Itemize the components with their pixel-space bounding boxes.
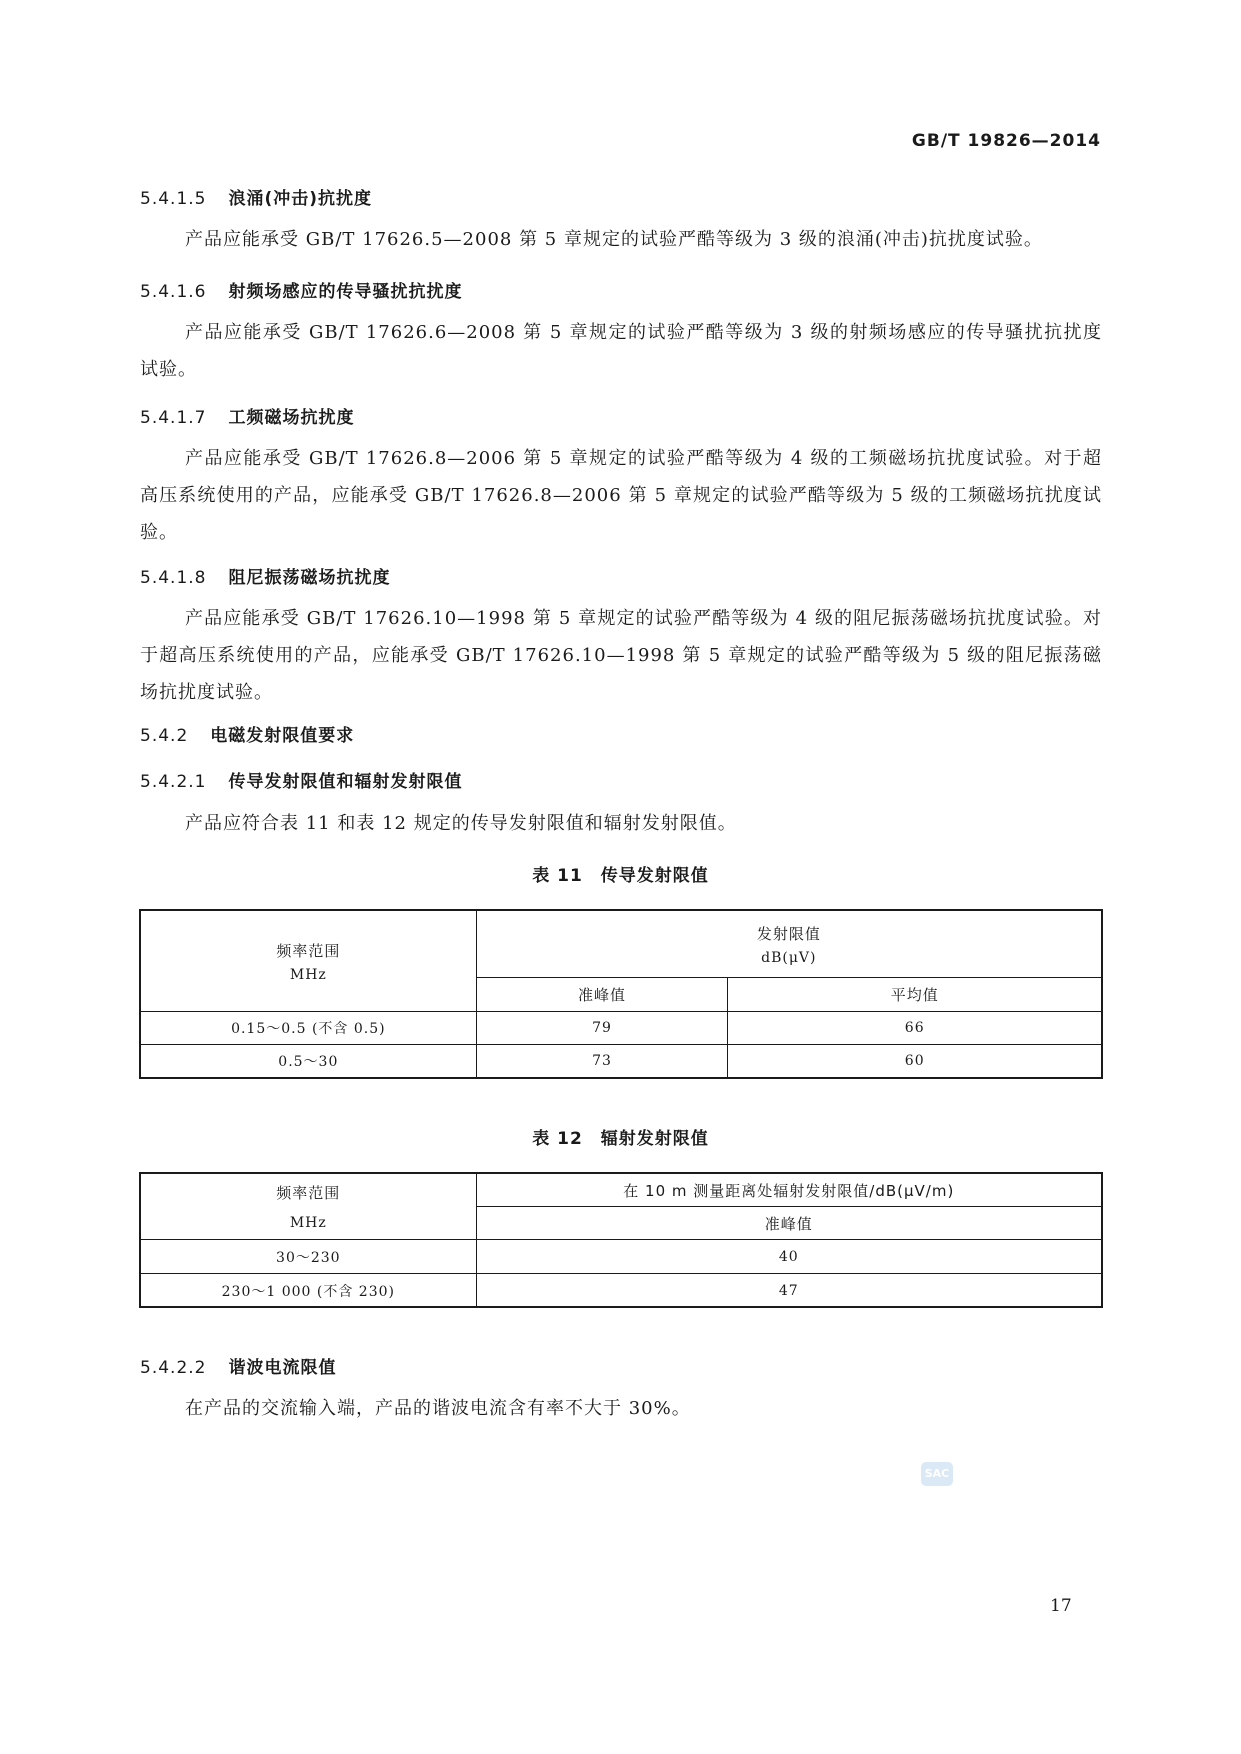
section-heading-5-4-1-7	[140, 403, 354, 428]
header-label: 频率范围	[276, 1184, 341, 1202]
standard-code: GB/T 19826—2014	[911, 131, 1101, 151]
table-row	[141, 1045, 1102, 1078]
header-label: 频率范围	[276, 941, 341, 960]
table-cell-quasi-peak: 73	[476, 1045, 728, 1078]
section-heading-5-4-1-5	[140, 184, 372, 209]
section-number: 5.4.1.6	[140, 282, 207, 302]
table-11	[140, 910, 1102, 1078]
page-number: 17	[1050, 1596, 1072, 1616]
table-12-caption: 表 12 辐射发射限值	[532, 1129, 709, 1149]
section-text-5-4-1-8: 产品应能承受 GB/T 17626.10—1998 第 5 章规定的试验严酷等级为 4 级的阻尼振荡磁场抗扰度试验。对于超高压系统使用的产品，应能承受 GB/T 17626.10—1998 第 5 章规定的试验严酷等级为 5 级的阻尼振荡磁场抗扰度试验。	[140, 608, 1102, 703]
section-number: 5.4.1.8	[140, 568, 207, 588]
table-12-limit-header: 在 10 m 测量距离处辐射发射限值/dB(μV/m)	[476, 1174, 1101, 1207]
table-row	[141, 1240, 1102, 1274]
section-heading-5-4-2-2	[140, 1353, 336, 1378]
table-cell-quasi-peak: 40	[476, 1240, 1101, 1274]
table-cell-range: 0.5～30	[141, 1045, 477, 1078]
table-cell-range: 0.15～0.5 (不含 0.5)	[141, 1012, 477, 1045]
sac-watermark	[921, 1462, 953, 1486]
section-number: 5.4.2	[140, 726, 189, 746]
table-11-col1-header	[141, 911, 477, 1012]
table-11-subheader-average: 平均值	[728, 978, 1102, 1012]
section-heading-5-4-2-1	[140, 767, 462, 792]
header-unit: dB(μV)	[761, 949, 817, 966]
section-title: 阻尼振荡磁场抗扰度	[228, 568, 391, 588]
table-cell-range: 30～230	[141, 1240, 477, 1274]
table-12-subheader-quasi-peak: 准峰值	[476, 1207, 1101, 1240]
header-unit: MHz	[289, 966, 327, 983]
section-number: 5.4.2.2	[140, 1358, 207, 1378]
header-label: 发射限值	[756, 924, 821, 943]
section-number: 5.4.2.1	[140, 772, 207, 792]
sac-watermark-label: SAC	[924, 1467, 950, 1480]
table-11-subheader-quasi-peak: 准峰值	[476, 978, 728, 1012]
section-text-5-4-1-5: 产品应能承受 GB/T 17626.5—2008 第 5 章规定的试验严酷等级为 3 级的浪涌(冲击)抗扰度试验。	[185, 229, 1043, 250]
table-12-col1-header	[141, 1174, 477, 1240]
section-heading-5-4-1-8	[140, 563, 390, 588]
section-heading-5-4-1-6	[140, 277, 462, 302]
section-heading-5-4-2	[140, 721, 354, 746]
table-cell-quasi-peak: 47	[476, 1274, 1101, 1308]
table-11-limit-header	[476, 911, 1101, 978]
section-number: 5.4.1.7	[140, 408, 207, 428]
section-title: 谐波电流限值	[228, 1358, 337, 1378]
table-cell-range: 230～1 000 (不含 230)	[141, 1274, 477, 1308]
section-text-5-4-2-1: 产品应符合表 11 和表 12 规定的传导发射限值和辐射发射限值。	[185, 813, 737, 834]
section-text-5-4-1-6: 产品应能承受 GB/T 17626.6—2008 第 5 章规定的试验严酷等级为 3 级的射频场感应的传导骚扰抗扰度试验。	[140, 322, 1102, 380]
section-title: 射频场感应的传导骚扰抗扰度	[228, 282, 463, 302]
section-text-5-4-1-7: 产品应能承受 GB/T 17626.8—2006 第 5 章规定的试验严酷等级为 4 级的工频磁场抗扰度试验。对于超高压系统使用的产品，应能承受 GB/T 17626.8—2006 第 5 章规定的试验严酷等级为 5 级的工频磁场抗扰度试验。	[140, 448, 1102, 543]
table-12	[140, 1173, 1102, 1308]
header-unit: MHz	[289, 1215, 327, 1231]
table-row	[141, 1274, 1102, 1308]
section-title: 浪涌(冲击)抗扰度	[228, 189, 373, 209]
table-cell-average: 60	[728, 1045, 1102, 1078]
table-cell-average: 66	[728, 1012, 1102, 1045]
table-cell-quasi-peak: 79	[476, 1012, 728, 1045]
table-11-caption: 表 11 传导发射限值	[532, 866, 709, 886]
section-title: 工频磁场抗扰度	[228, 408, 355, 428]
table-row	[141, 1012, 1102, 1045]
section-title: 传导发射限值和辐射发射限值	[228, 772, 463, 792]
section-text-5-4-2-2: 在产品的交流输入端，产品的谐波电流含有率不大于 30%。	[185, 1398, 691, 1419]
section-title: 电磁发射限值要求	[210, 726, 355, 746]
section-number: 5.4.1.5	[140, 189, 207, 209]
